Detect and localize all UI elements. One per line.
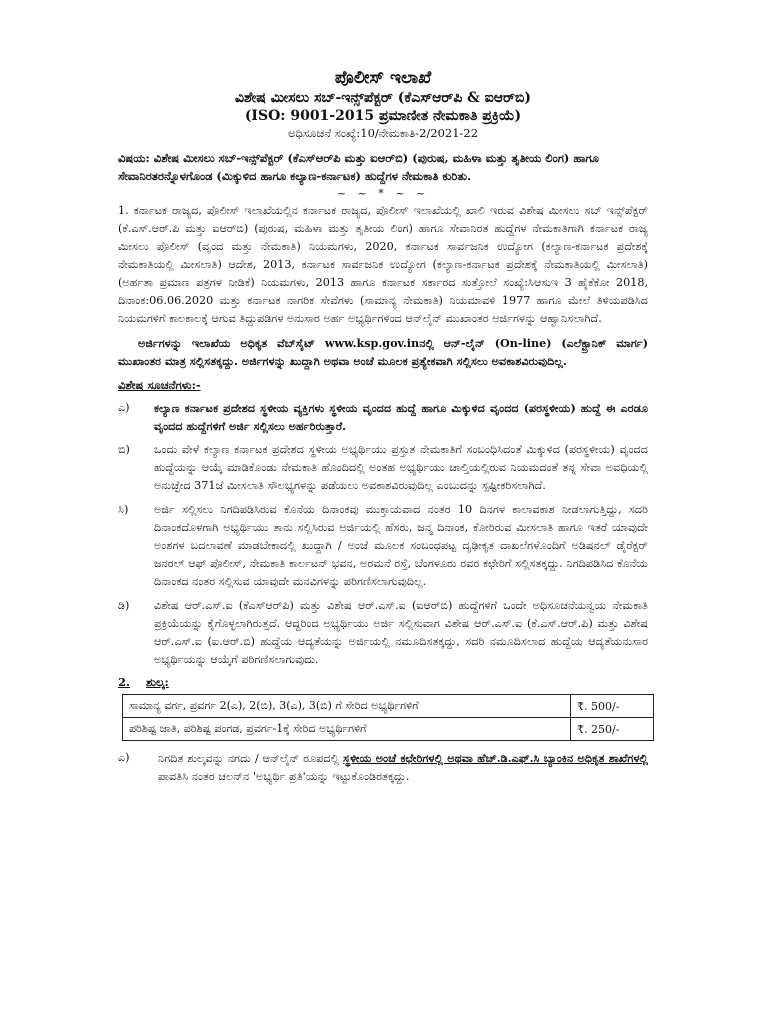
instruction-item xyxy=(118,501,648,591)
special-instructions-title: ವಿಶೇಷ ಸೂಚನೆಗಳು:- xyxy=(118,378,201,392)
fee-amount: ₹. 500/- xyxy=(571,695,654,718)
item-text: ವಿಶೇಷ ಆರ್.ಎಸ್.ಐ (ಕೆಎಸ್‌ಆರ್‌ಪಿ) ಮತ್ತು ವಿಶೇಷ ಆರ್.ಎಸ್.ಐ (ಐಆರ್‌ಬಿ) ಹುದ್ದೆಗಳಿಗೆ ಒಂದೇ ಅಧಿಸೂಚನೆಯನ್ವಯ ನೇಮಕಾತಿ ಪ್ರಕ್ರಿಯೆಯನ್ನು ಕೈಗೊಳ್ಳಲಾಗಿರುತ್ತದೆ. ಆದ್ದರಿಂದ ಅಭ್ಯರ್ಥಿಯು ಅರ್ಜಿ ಸಲ್ಲಿಸುವಾಗ ವಿಶೇಷ ಆರ್.ಎಸ್.ಐ (ಕೆ.ಎಸ್.ಆರ್.ಪಿ) ಮತ್ತು ವಿಶೇಷ ಆರ್.ಎಸ್.ಐ (ಐ.ಆರ್.ಬಿ) ಹುದ್ದೆಯ ಆದ್ಯತೆಯನ್ನು ಅರ್ಜಿಯಲ್ಲಿ ನಮೂದಿಸತಕ್ಕದ್ದು, ಸದರಿ ನಮೂದಿಸಲಾದ ಹುದ್ದೆಯ ಆದ್ಯತೆಯನುಸಾರ ಅಭ್ಯರ್ಥಿಯನ್ನು ಆಯ್ಕೆಗೆ ಪರಿಗಣಿಸಲಾಗುವುದು. xyxy=(154,599,648,666)
item-text: ಕಲ್ಯಾಣ ಕರ್ನಾಟಕ ಪ್ರದೇಶದ ಸ್ಥಳೀಯ ವ್ಯಕ್ತಿಗಳು ಸ್ಥಳೀಯ ವೃಂದದ ಹುದ್ದೆ ಹಾಗೂ ಮಿಕ್ಕುಳಿದ ವೃಂದದ (ಪರಸ್ಥಳೀಯ) ಹುದ್ದೆ ಈ ಎರಡೂ ವೃಂದದ ಹುದ್ದೆಗಳಿಗೆ ಅರ್ಜಿ ಸಲ್ಲಿಸಲು ಅರ್ಹರಿರುತ್ತಾರೆ. xyxy=(154,401,648,433)
fee-amount: ₹. 250/- xyxy=(571,718,654,741)
item-label: ಡಿ) xyxy=(118,599,130,612)
payment-text-part3: ಪಾವತಿಸಿ ನಂತರ ಚಲನ್‌ನ 'ಅಭ್ಯರ್ಥಿ ಪ್ರತಿ'ಯನ್ನು ಇಟ್ಟುಕೊಂಡಿರತಕ್ಕದ್ದು. xyxy=(158,770,410,783)
fees-label: 2. xyxy=(118,675,131,689)
fees-heading xyxy=(118,675,648,690)
iso-line: (ISO: 9001-2015 ಪ್ರಮಾಣೀತ ನೇಮಕಾತಿ ಪ್ರಕ್ರಿಯೆ) xyxy=(244,108,522,124)
department-title: ಪೊಲೀಸ್ ಇಲಾಖೆ xyxy=(334,68,432,88)
payment-instruction xyxy=(118,749,648,786)
instruction-item xyxy=(118,597,648,669)
subject-line: ವಿಷಯ: ವಿಶೇಷ ಮೀಸಲು ಸಬ್-ಇನ್ಸ್‌ಪೆಕ್ಟರ್ (ಕೆಎಸ್‌ಆರ್‌ಪಿ ಮತ್ತು ಐಆರ್‌ಬಿ) (ಪುರುಷ, ಮಹಿಳಾ ಮತ್ತು ತೃತೀಯ ಲಿಂಗ) ಹಾಗೂ ಸೇವಾನಿರತರನ್ನೊಳಗೊಂಡ (ಮಿಕ್ಕುಳಿದ ಹಾಗೂ ಕಲ್ಯಾಣ-ಕರ್ನಾಟಕ) ಹುದ್ದೆಗಳ ನೇಮಕಾತಿ ಕುರಿತು. xyxy=(118,151,599,183)
notification-number: ಅಧಿಸೂಚನೆ ಸಂಖ್ಯೆ:10/ನೇಮಕಾತಿ-2/2021-22 xyxy=(287,126,479,140)
item-text: ಅರ್ಜಿ ಸಲ್ಲಿಸಲು ನಿಗದಿಪಡಿಸಿರುವ ಕೊನೆಯ ದಿನಾಂಕವು ಮುಕ್ತಾಯವಾದ ನಂತರ 10 ದಿನಗಳ ಕಾಲಾವಕಾಶ ನೀಡಲಾಗುತ್ತಿದ್ದು, ಸದರಿ ದಿನಾಂಕದೊಳಗಾಗಿ ಅಭ್ಯರ್ಥಿಯು ತಾನು ಸಲ್ಲಿಸಿರುವ ಅರ್ಜಿಯಲ್ಲಿ ಹೆಸರು, ಜನ್ಮ ದಿನಾಂಕ, ಕೋರಿರುವ ಮೀಸಲಾತಿ ಹಾಗೂ ಇತರೆ ಯಾವುದೇ ಅಂಶಗಳ ಬದಲಾವಣೆ ಮಾಡಬೇಕಾದಲ್ಲಿ ಖುದ್ದಾಗಿ / ಅಂಚೆ ಮೂಲಕ ಸಂಬಂಧಪಟ್ಟ ದೃಢೀಕೃತ ದಾಖಲೆಗಳೊಂದಿಗೆ ಅಡಿಷನಲ್ ಡೈರೆಕ್ಟರ್ ಜನರಲ್ ಆಫ್ ಪೊಲೀಸ್, ನೇಮಕಾತಿ ಕಾರ್ಲಟನ್ ಭವನ, ಅರಮನೆ ರಸ್ತೆ, ಬೆಂಗಳೂರು ರವರ ಕಛೇರಿಗೆ ಸಲ್ಲಿಸತಕ್ಕದ್ದು. ನಿಗದಿಪಡಿಸಿದ ಕೊನೆಯ ದಿನಾಂಕದ ನಂತರ ಸಲ್ಲಿಸುವ ಯಾವುದೇ ಮನವಿಗಳನ್ನು ಪರಿಗಣಿಸಲಾಗುವುದಿಲ್ಲ. xyxy=(154,503,648,588)
separator: ~ ~ * ~ ~ xyxy=(336,187,430,200)
table-row xyxy=(123,718,654,741)
item-text: ಒಂದು ವೇಳೆ ಕಲ್ಯಾಣ ಕರ್ನಾಟಕ ಪ್ರದೇಶದ ಸ್ಥಳೀಯ ಅಭ್ಯರ್ಥಿಯು ಪ್ರಸ್ತುತ ನೇಮಕಾತಿಗೆ ಸಂಬಂಧಿಸಿದಂತೆ ಮಿಕ್ಕುಳಿದ (ಪರಸ್ಥಳೀಯ) ವೃಂದದ ಹುದ್ದೆಯನ್ನು ಆಯ್ಕೆ ಮಾಡಿಕೊಂಡು ನೇಮಕಾತಿ ಹೊಂದಿದಲ್ಲಿ ಅಂತಹ ಅಭ್ಯರ್ಥಿಯು ಚಾಲ್ತಿಯಲ್ಲಿರುವ ನಿಯಮದಂತೆ ತನ್ನ ಸೇವಾ ಅವಧಿಯಲ್ಲಿ ಅನುಚ್ಛೇದ 371ಜೆ ಮೀಸಲಾತಿ ಸೌಲಭ್ಯಗಳನ್ನು ಪಡೆಯಲು ಅವಕಾಶವಿರುವುದಿಲ್ಲ ಎಂಬುದನ್ನು ಸ್ಪಷ್ಟೀಕರಿಸಲಾಗಿದೆ. xyxy=(154,443,648,492)
fee-category: ಸಾಮಾನ್ಯ ವರ್ಗ, ಪ್ರವರ್ಗ 2(ಎ), 2(ಬಿ), 3(ಎ), 3(ಬಿ) ಗೆ ಸೇರಿದ ಅಭ್ಯರ್ಥಿಗಳಿಗೆ xyxy=(123,695,571,718)
payment-text xyxy=(158,749,648,786)
post-title: ವಿಶೇಷ ಮೀಸಲು ಸಬ್-ಇನ್ಸ್‌ಪೆಕ್ಟರ್ (ಕೆಎಸ್‌ಆರ್‌ಪಿ & ಐಆರ್‌ಬಿ) xyxy=(235,90,531,106)
instruction-item xyxy=(118,399,648,435)
item-label: ಬಿ) xyxy=(118,443,130,456)
intro-paragraph: 1. ಕರ್ನಾಟಕ ರಾಜ್ಯದ, ಪೊಲೀಸ್ ಇಲಾಖೆಯಲ್ಲಿನ ಕರ್ನಾಟಕ ರಾಜ್ಯದ, ಪೊಲೀಸ್ ಇಲಾಖೆಯಲ್ಲಿ ಖಾಲಿ ಇರುವ ವಿಶೇಷ ಮೀಸಲು ಸಬ್ ಇನ್ಸ್‌ಪೆಕ್ಟರ್ (ಕೆ.ಎಸ್.ಆರ್.ಪಿ ಮತ್ತು ಐಆರ್‌ಬಿ) (ಪುರುಷ, ಮಹಿಳಾ ಮತ್ತು ತೃತೀಯ ಲಿಂಗ) ಹಾಗೂ ಸೇವಾನಿರತ ಹುದ್ದೆಗಳ ನೇಮಕಾತಿಗಾಗಿ ಕರ್ನಾಟಕ ರಾಜ್ಯ ಮೀಸಲು ಪೊಲೀಸ್ (ವೃಂದ ಮತ್ತು ನೇಮಕಾತಿ) ನಿಯಮಗಳು, 2020, ಕರ್ನಾಟಕ ಸಾರ್ವಜನಿಕ ಉದ್ಯೋಗ (ಕಲ್ಯಾಣ-ಕರ್ನಾಟಕ ಪ್ರದೇಶಕ್ಕೆ ನೇಮಕಾತಿಯಲ್ಲಿ ಮೀಸಲಾತಿ) ಆದೇಶ, 2013, ಕರ್ನಾಟಕ ಸಾರ್ವಜನಿಕ ಉದ್ಯೋಗ (ಕಲ್ಯಾಣ-ಕರ್ನಾಟಕ ಪ್ರದೇಶಕ್ಕೆ ನೇಮಕಾತಿಯಲ್ಲಿ ಮೀಸಲಾತಿ) (ಅರ್ಹತಾ ಪ್ರಮಾಣ ಪತ್ರಗಳ ನೀಡಿಕೆ) ನಿಯಮಗಳು, 2013 ಹಾಗೂ ಕರ್ನಾಟಕ ಸರ್ಕಾರದ ಸುತ್ತೋಲೆ ಸಂಖ್ಯೆ:ಸಿಆಸುಇ 3 ಹೈಕೆಕೋ 2018, ದಿನಾಂಕ:06.06.2020 ಮತ್ತು ಕರ್ನಾಟಕ ನಾಗರಿಕ ಸೇವೆಗಳು (ಸಾಮಾನ್ಯ ನೇಮಕಾತಿ) ನಿಯಮಾವಳಿ 1977 ಹಾಗೂ ಮೇಲೆ ತಿಳಿಯಪಡಿಸಿದ ನಿಯಮಗಳಿಗೆ ಕಾಲಕಾಲಕ್ಕೆ ಆಗುವ ತಿದ್ದುಪಡಿಗಳ ಅನುಸಾರ ಅರ್ಹ ಅಭ್ಯರ್ಥಿಗಳಿಂದ ಆನ್‌ಲೈನ್ ಮುಖಾಂತರ ಅರ್ಜಿಗಳನ್ನು ಆಹ್ವಾನಿಸಲಾಗಿದೆ. xyxy=(118,204,648,325)
application-paragraph: ಅರ್ಜಿಗಳನ್ನು ಇಲಾಖೆಯ ಅಧಿಕೃತ ವೆಬ್‌ಸೈಟ್ www.ksp.gov.inನಲ್ಲಿ ಆನ್-ಲೈನ್ (On-line) (ಎಲೆಕ್ಟ್ರಾನಿಕ್ ಮಾರ್ಗ) ಮುಖಾಂತರ ಮಾತ್ರ ಸಲ್ಲಿಸತಕ್ಕದ್ದು. ಅರ್ಜಿಗಳನ್ನು ಖುದ್ದಾಗಿ ಅಥವಾ ಅಂಚೆ ಮೂಲಕ ಪ್ರತ್ಯೇಕವಾಗಿ ಸಲ್ಲಿಸಲು ಅವಕಾಶವಿರುವುದಿಲ್ಲ. xyxy=(118,336,648,368)
table-row xyxy=(123,695,654,718)
instruction-item xyxy=(118,441,648,495)
fees-table xyxy=(122,694,654,741)
item-label: ಸಿ) xyxy=(118,503,129,516)
item-label: ಎ) xyxy=(118,401,130,414)
fees-title: ಶುಲ್ಕ: xyxy=(146,675,169,689)
payment-text-part2: ಸ್ಥಳೀಯ ಅಂಚೆ ಕಛೇರಿಗಳಲ್ಲಿ ಅಥವಾ ಹೆಚ್.ಡಿ.ಎಫ್.ಸಿ ಬ್ಯಾಂಕಿನ ಅಧಿಕೃತ ಶಾಖೆಗಳಲ್ಲಿ xyxy=(343,751,648,765)
fee-category: ಪರಿಶಿಷ್ಟ ಜಾತಿ, ಪರಿಶಿಷ್ಟ ಪಂಗಡ, ಪ್ರವರ್ಗ-1ಕ್ಕೆ ಸೇರಿದ ಅಭ್ಯರ್ಥಿಗಳಿಗೆ xyxy=(123,718,571,741)
item-label: ಎ) xyxy=(118,751,130,764)
payment-text-part1: ನಿಗದಿತ ಶುಲ್ಕವನ್ನು ನಗದು / ಆನ್‌ಲೈನ್ ರೂಪದಲ್ಲಿ xyxy=(158,752,344,765)
